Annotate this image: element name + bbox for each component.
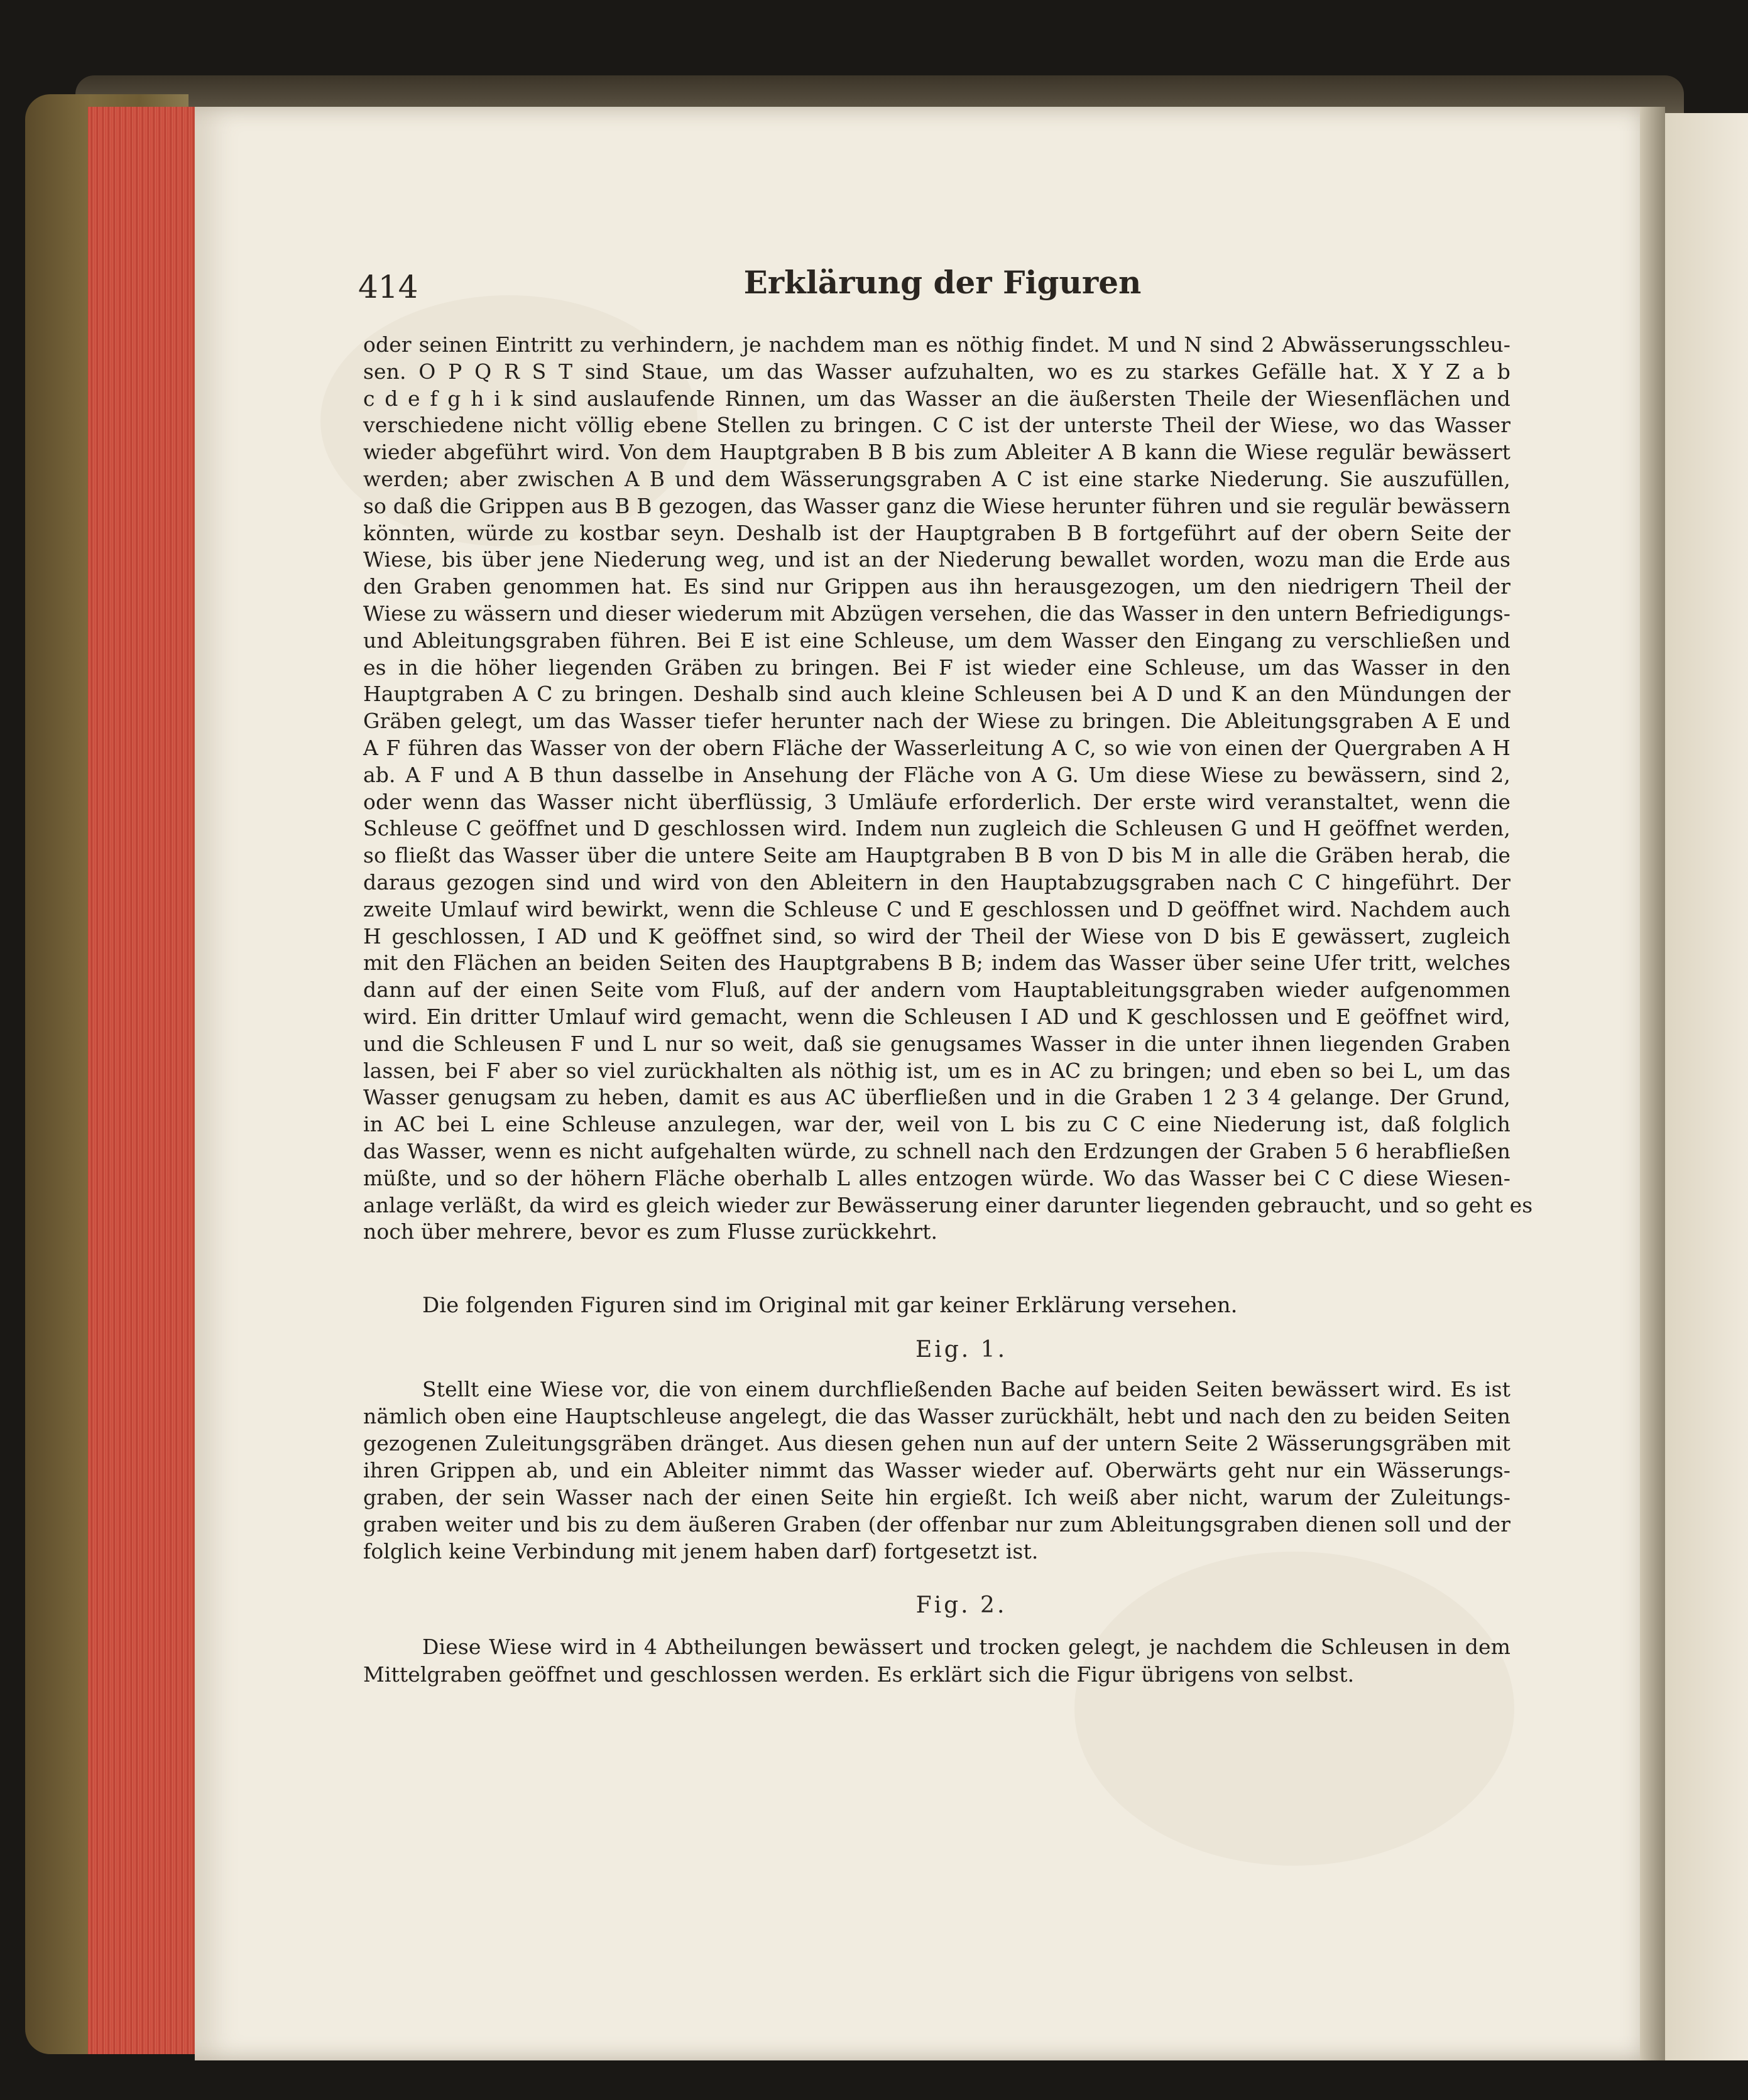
text-line: A F führen das Wasser von der obern Fläche der Wasserleitung A C, so wie von einen der Quergraben A H (363, 735, 1510, 760)
text-line: in AC bei L eine Schleuse anzulegen, war der, weil von L bis zu C C eine Niederung ist, daß folglich (363, 1112, 1510, 1137)
text-line: c d e f g h i k sind auslaufende Rinnen, um das Wasser an die äußersten Theile der Wiesenflächen und (363, 386, 1510, 411)
main-paragraph (363, 332, 1533, 1246)
text-line: lassen, bei F aber so viel zurückhalten als nöthig ist, um es in AC zu bringen; und eben so bei L, um das (363, 1058, 1510, 1083)
text-line: das Wasser, wenn es nicht aufgehalten würde, zu schnell nach den Erdzungen der Graben 5 6 herabfließen (363, 1138, 1510, 1163)
text-line: dann auf der einen Seite vom Fluß, auf der andern vom Hauptableitungsgraben wieder aufgenommen (363, 977, 1510, 1003)
text-line: nämlich oben eine Hauptschleuse angelegt, die das Wasser zurückhält, hebt und nach den zu beiden Seiten (363, 1404, 1510, 1428)
text-line: folglich keine Verbindung mit jenem haben darf) fortgesetzt ist. (363, 1539, 1039, 1564)
text-line: oder wenn das Wasser nicht überflüssig, 3 Umläufe erforderlich. Der erste wird veranstaltet, wenn die (363, 789, 1510, 814)
text-line: H geschlossen, I AD und K geöffnet sind, so wird der Theil der Wiese von D bis E gewässert, zugleich (363, 923, 1510, 949)
fig1-paragraph (363, 1376, 1510, 1565)
text-line: den Graben genommen hat. Es sind nur Grippen aus ihn herausgezogen, um den niedrigern Theil der (363, 574, 1510, 599)
text-line: werden; aber zwischen A B und dem Wässerungsgraben A C ist eine starke Niederung. Sie auszufüllen, (363, 466, 1510, 491)
text-line: graben weiter und bis zu dem äußeren Graben (der offenbar nur zum Ableitungsgraben dienen soll und der (363, 1512, 1510, 1537)
text-line: und die Schleusen F und L nur so weit, daß sie genugsames Wasser in die unter ihnen liegenden Graben (363, 1031, 1510, 1056)
text-line: anlage verläßt, da wird es gleich wieder zur Bewässerung einer darunter liegenden gebraucht, und so geht es (363, 1192, 1533, 1217)
text-line: wird. Ein dritter Umlauf wird gemacht, wenn die Schleusen I AD und K geschlossen und E geöffnet wird, (363, 1004, 1510, 1029)
text-line: Hauptgraben A C zu bringen. Deshalb sind auch kleine Schleusen bei A D und K an den Mündungen der (363, 682, 1510, 707)
text-line: Gräben gelegt, um das Wasser tiefer herunter nach der Wiese zu bringen. Die Ableitungsgraben A E und (363, 709, 1510, 734)
intro-line: Die folgenden Figuren sind im Original mit gar keiner Erklärung versehen. (422, 1293, 1238, 1318)
text-line: wieder abgeführt wird. Von dem Hauptgraben B B bis zum Ableiter A B kann die Wiese regulär bewässert (363, 440, 1510, 465)
red-page-edges (88, 107, 198, 2054)
text-line: Wasser genugsam zu heben, damit es aus AC überfließen und in die Graben 1 2 3 4 gelange. Der Grund, (363, 1085, 1510, 1110)
paper-stain (1074, 1552, 1514, 1866)
facing-page-edge (1665, 113, 1748, 2060)
text-line: Mittelgraben geöffnet und geschlossen werden. Es erklärt sich die Figur übrigens von selbst. (363, 1662, 1355, 1687)
text-line: ab. A F und A B thun dasselbe in Ansehung der Fläche von A G. Um diese Wiese zu bewässern, sind 2, (363, 762, 1510, 787)
text-line: so fließt das Wasser über die untere Seite am Hauptgraben B B von D bis M in alle die Gräben herab, die (363, 843, 1510, 868)
text-line: so daß die Grippen aus B B gezogen, das Wasser ganz die Wiese herunter führen und sie regulär bewässern (363, 493, 1510, 518)
text-line: und Ableitungsgraben führen. Bei E ist eine Schleuse, um dem Wasser den Eingang zu verschließen und (363, 628, 1510, 653)
text-line: Wiese zu wässern und dieser wiederum mit Abzügen versehen, die das Wasser in den untern Befriedigungs- (363, 601, 1510, 626)
text-line: gezogenen Zuleitungsgräben dränget. Aus diesen gehen nun auf der untern Seite 2 Wässerungsgräben mit (363, 1431, 1510, 1455)
text-line: Schleuse C geöffnet und D geschlossen wird. Indem nun zugleich die Schleusen G und H geöffnet werden, (363, 816, 1510, 841)
text-line: ihren Grippen ab, und ein Ableiter nimmt das Wasser wieder auf. Oberwärts geht nur ein Wässerungs- (363, 1458, 1510, 1483)
text-line: noch über mehrere, bevor es zum Flusse zurückkehrt. (363, 1219, 938, 1244)
book-gutter (1640, 107, 1665, 2060)
text-line: graben, der sein Wasser nach der einen Seite hin ergießt. Ich weiß aber nicht, warum der Zuleitungs- (363, 1485, 1510, 1510)
text-line: es in die höher liegenden Gräben zu bringen. Bei F ist wieder eine Schleuse, um das Wasser in den (363, 655, 1510, 680)
page-number: 414 (358, 269, 418, 305)
text-line: zweite Umlauf wird bewirkt, wenn die Schleuse C und E geschlossen und D geöffnet wird. Nachdem auch (363, 896, 1510, 922)
text-line: Diese Wiese wird in 4 Abtheilungen bewässert und trocken gelegt, je nachdem die Schleusen in dem (422, 1635, 1510, 1659)
text-line: könnten, würde zu kostbar seyn. Deshalb ist der Hauptgraben B B fortgeführt auf der obern Seite der (363, 520, 1510, 545)
text-line: oder seinen Eintritt zu verhindern, je nachdem man es nöthig findet. M und N sind 2 Abwässerungsschleu- (363, 332, 1510, 357)
text-line: müßte, und so der höhern Fläche oberhalb L alles entzogen würde. Wo das Wasser bei C C diese Wiesen- (363, 1165, 1510, 1190)
text-line: mit den Flächen an beiden Seiten des Hauptgrabens B B; indem das Wasser über seine Ufer tritt, welches (363, 950, 1510, 976)
text-line: verschiedene nicht völlig ebene Stellen zu bringen. C C ist der unterste Theil der Wiese, wo das Wasser (363, 413, 1510, 438)
text-line: Wiese, bis über jene Niederung weg, und ist an der Niederung bewallet worden, wozu man die Erde aus (363, 547, 1510, 572)
running-head: Erklärung der Figuren (743, 264, 1142, 301)
fig2-paragraph (363, 1633, 1510, 1689)
fig2-heading: Fig. 2. (915, 1592, 1007, 1618)
fig1-heading: Eig. 1. (915, 1337, 1008, 1363)
text-line: daraus gezogen sind und wird von den Ableitern in den Hauptabzugsgraben nach C C hingeführt. Der (363, 869, 1510, 895)
text-line: sen. O P Q R S T sind Staue, um das Wasser aufzuhalten, wo es zu starkes Gefälle hat. X Y Z a b (363, 359, 1510, 384)
text-line: Stellt eine Wiese vor, die von einem durchfließenden Bache auf beiden Seiten bewässert wird. Es ist (422, 1377, 1510, 1401)
